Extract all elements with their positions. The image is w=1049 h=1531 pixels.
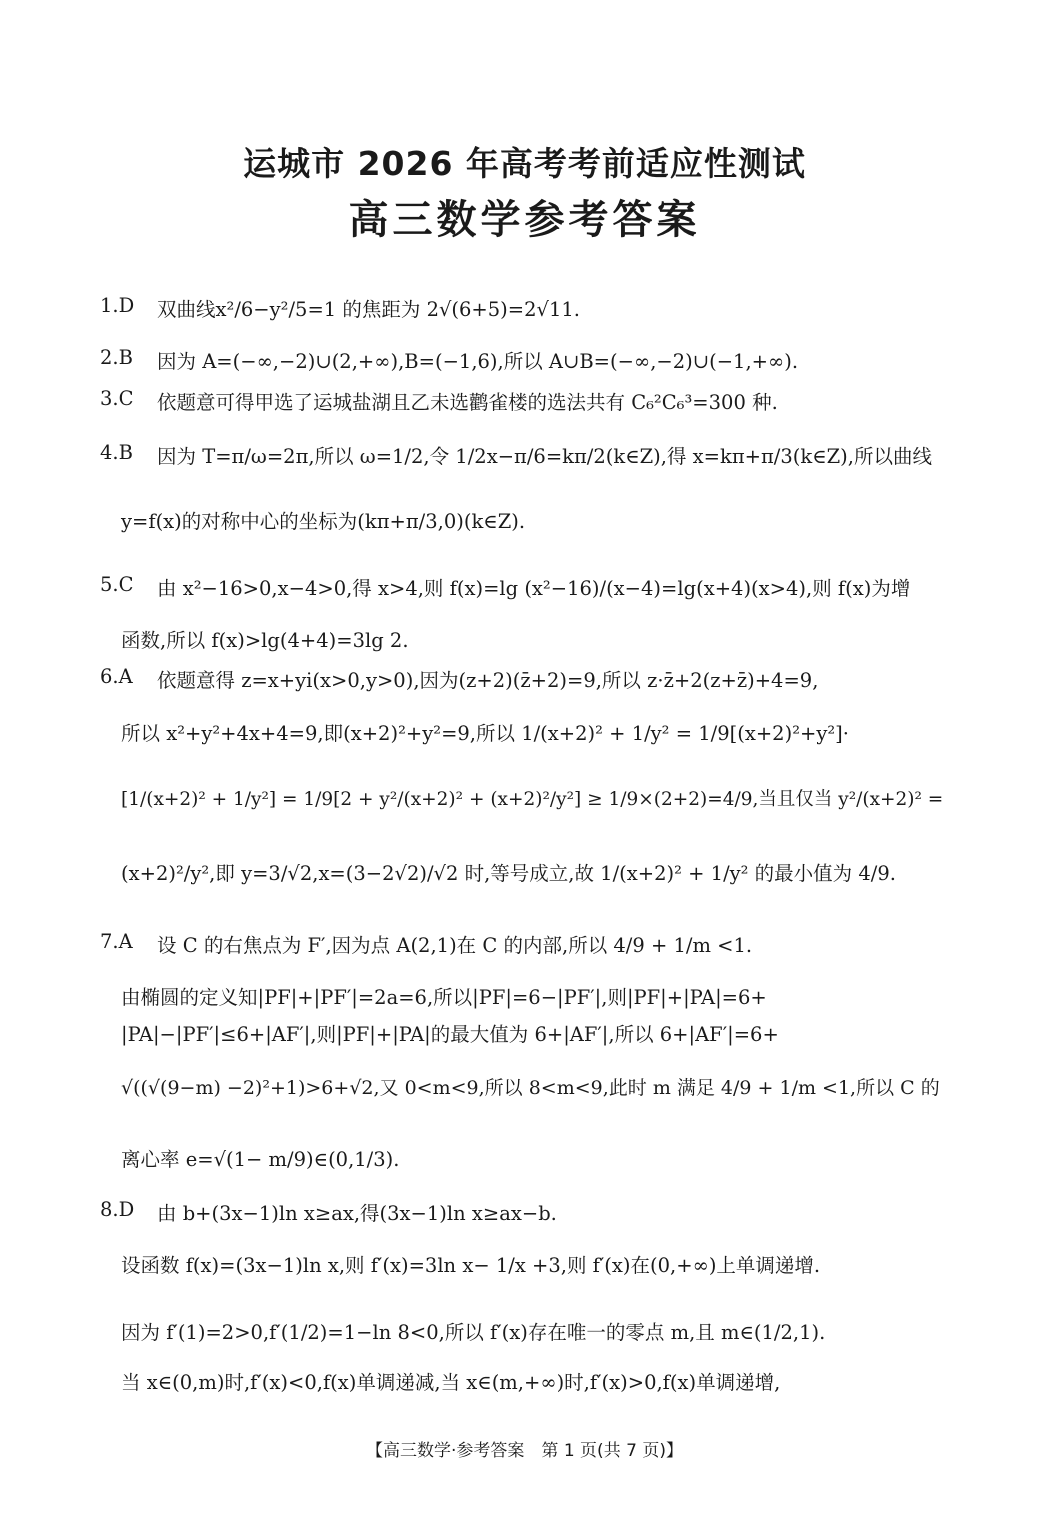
answer-line: 因为 A=(−∞,−2)∪(2,+∞),B=(−1,6),所以 A∪B=(−∞,−2)∪(−1,+∞). bbox=[157, 350, 799, 373]
answer-label: 8.D bbox=[100, 1198, 135, 1221]
answer-label: 1.D bbox=[100, 294, 135, 317]
answer-line: 双曲线x²/6−y²/5=1 的焦距为 2√(6+5)=2√11. bbox=[157, 298, 580, 321]
answer-line: [1/(x+2)² + 1/y²] = 1/9[2 + y²/(x+2)² + (x+2)²/y²] ≥ 1/9×(2+2)=4/9,当且仅当 y²/(x+2)² = bbox=[121, 789, 944, 810]
answer-line: 离心率 e=√(1− m/9)∈(0,1/3). bbox=[121, 1148, 400, 1171]
answer-label: 3.C bbox=[100, 387, 134, 410]
answer-label: 6.A bbox=[100, 665, 133, 688]
page-subtitle: 高三数学参考答案 bbox=[348, 197, 701, 243]
answer-line: 所以 x²+y²+4x+4=9,即(x+2)²+y²=9,所以 1/(x+2)² + 1/y² = 1/9[(x+2)²+y²]· bbox=[121, 722, 849, 745]
answer-label: 4.B bbox=[100, 441, 133, 464]
answer-label: 5.C bbox=[100, 573, 134, 596]
answer-line: y=f(x)的对称中心的坐标为(kπ+π/3,0)(k∈Z). bbox=[121, 510, 526, 533]
answer-line: |PA|−|PF′|≤6+|AF′|,则|PF|+|PA|的最大值为 6+|AF′|,所以 6+|AF′|=6+ bbox=[121, 1023, 779, 1046]
answer-line: (x+2)²/y²,即 y=3/√2,x=(3−2√2)/√2 时,等号成立,故 1/(x+2)² + 1/y² 的最小值为 4/9. bbox=[121, 862, 896, 885]
answer-line: 由 x²−16>0,x−4>0,得 x>4,则 f(x)=lg (x²−16)/(x−4)=lg(x+4)(x>4),则 f(x)为增 bbox=[157, 577, 911, 600]
answer-label: 2.B bbox=[100, 346, 133, 369]
answer-line: 设 C 的右焦点为 F′,因为点 A(2,1)在 C 的内部,所以 4/9 + 1/m <1. bbox=[157, 934, 753, 957]
answer-line: 设函数 f(x)=(3x−1)ln x,则 f′(x)=3ln x− 1/x +3,则 f′(x)在(0,+∞)上单调递增. bbox=[121, 1254, 821, 1277]
page-footer: 【高三数学·参考答案 第 1 页(共 7 页)】 bbox=[366, 1441, 683, 1461]
answer-label: 7.A bbox=[100, 930, 133, 953]
answer-line: 由椭圆的定义知|PF|+|PF′|=2a=6,所以|PF|=6−|PF′|,则|PF|+|PA|=6+ bbox=[121, 986, 767, 1009]
answer-line: 依题意可得甲选了运城盐湖且乙未选鹳雀楼的选法共有 C₆²C₆³=300 种. bbox=[157, 391, 778, 414]
answer-line: 当 x∈(0,m)时,f′(x)<0,f(x)单调递减,当 x∈(m,+∞)时,f′(x)>0,f(x)单调递增, bbox=[121, 1371, 781, 1394]
answer-line: 因为 T=π/ω=2π,所以 ω=1/2,令 1/2x−π/6=kπ/2(k∈Z),得 x=kπ+π/3(k∈Z),所以曲线 bbox=[157, 445, 932, 468]
answer-line: 依题意得 z=x+yi(x>0,y>0),因为(z+2)(z̄+2)=9,所以 z·z̄+2(z+z̄)+4=9, bbox=[157, 669, 819, 692]
answer-line: 由 b+(3x−1)ln x≥ax,得(3x−1)ln x≥ax−b. bbox=[157, 1202, 557, 1225]
answer-line: 因为 f′(1)=2>0,f′(1/2)=1−ln 8<0,所以 f′(x)存在唯一的零点 m,且 m∈(1/2,1). bbox=[121, 1321, 826, 1344]
answer-line: 函数,所以 f(x)>lg(4+4)=3lg 2. bbox=[121, 629, 409, 652]
page-title: 运城市 2026 年高考考前适应性测试 bbox=[243, 144, 806, 183]
answer-line: √((√(9−m) −2)²+1)>6+√2,又 0<m<9,所以 8<m<9,此时 m 满足 4/9 + 1/m <1,所以 C 的 bbox=[121, 1077, 940, 1099]
